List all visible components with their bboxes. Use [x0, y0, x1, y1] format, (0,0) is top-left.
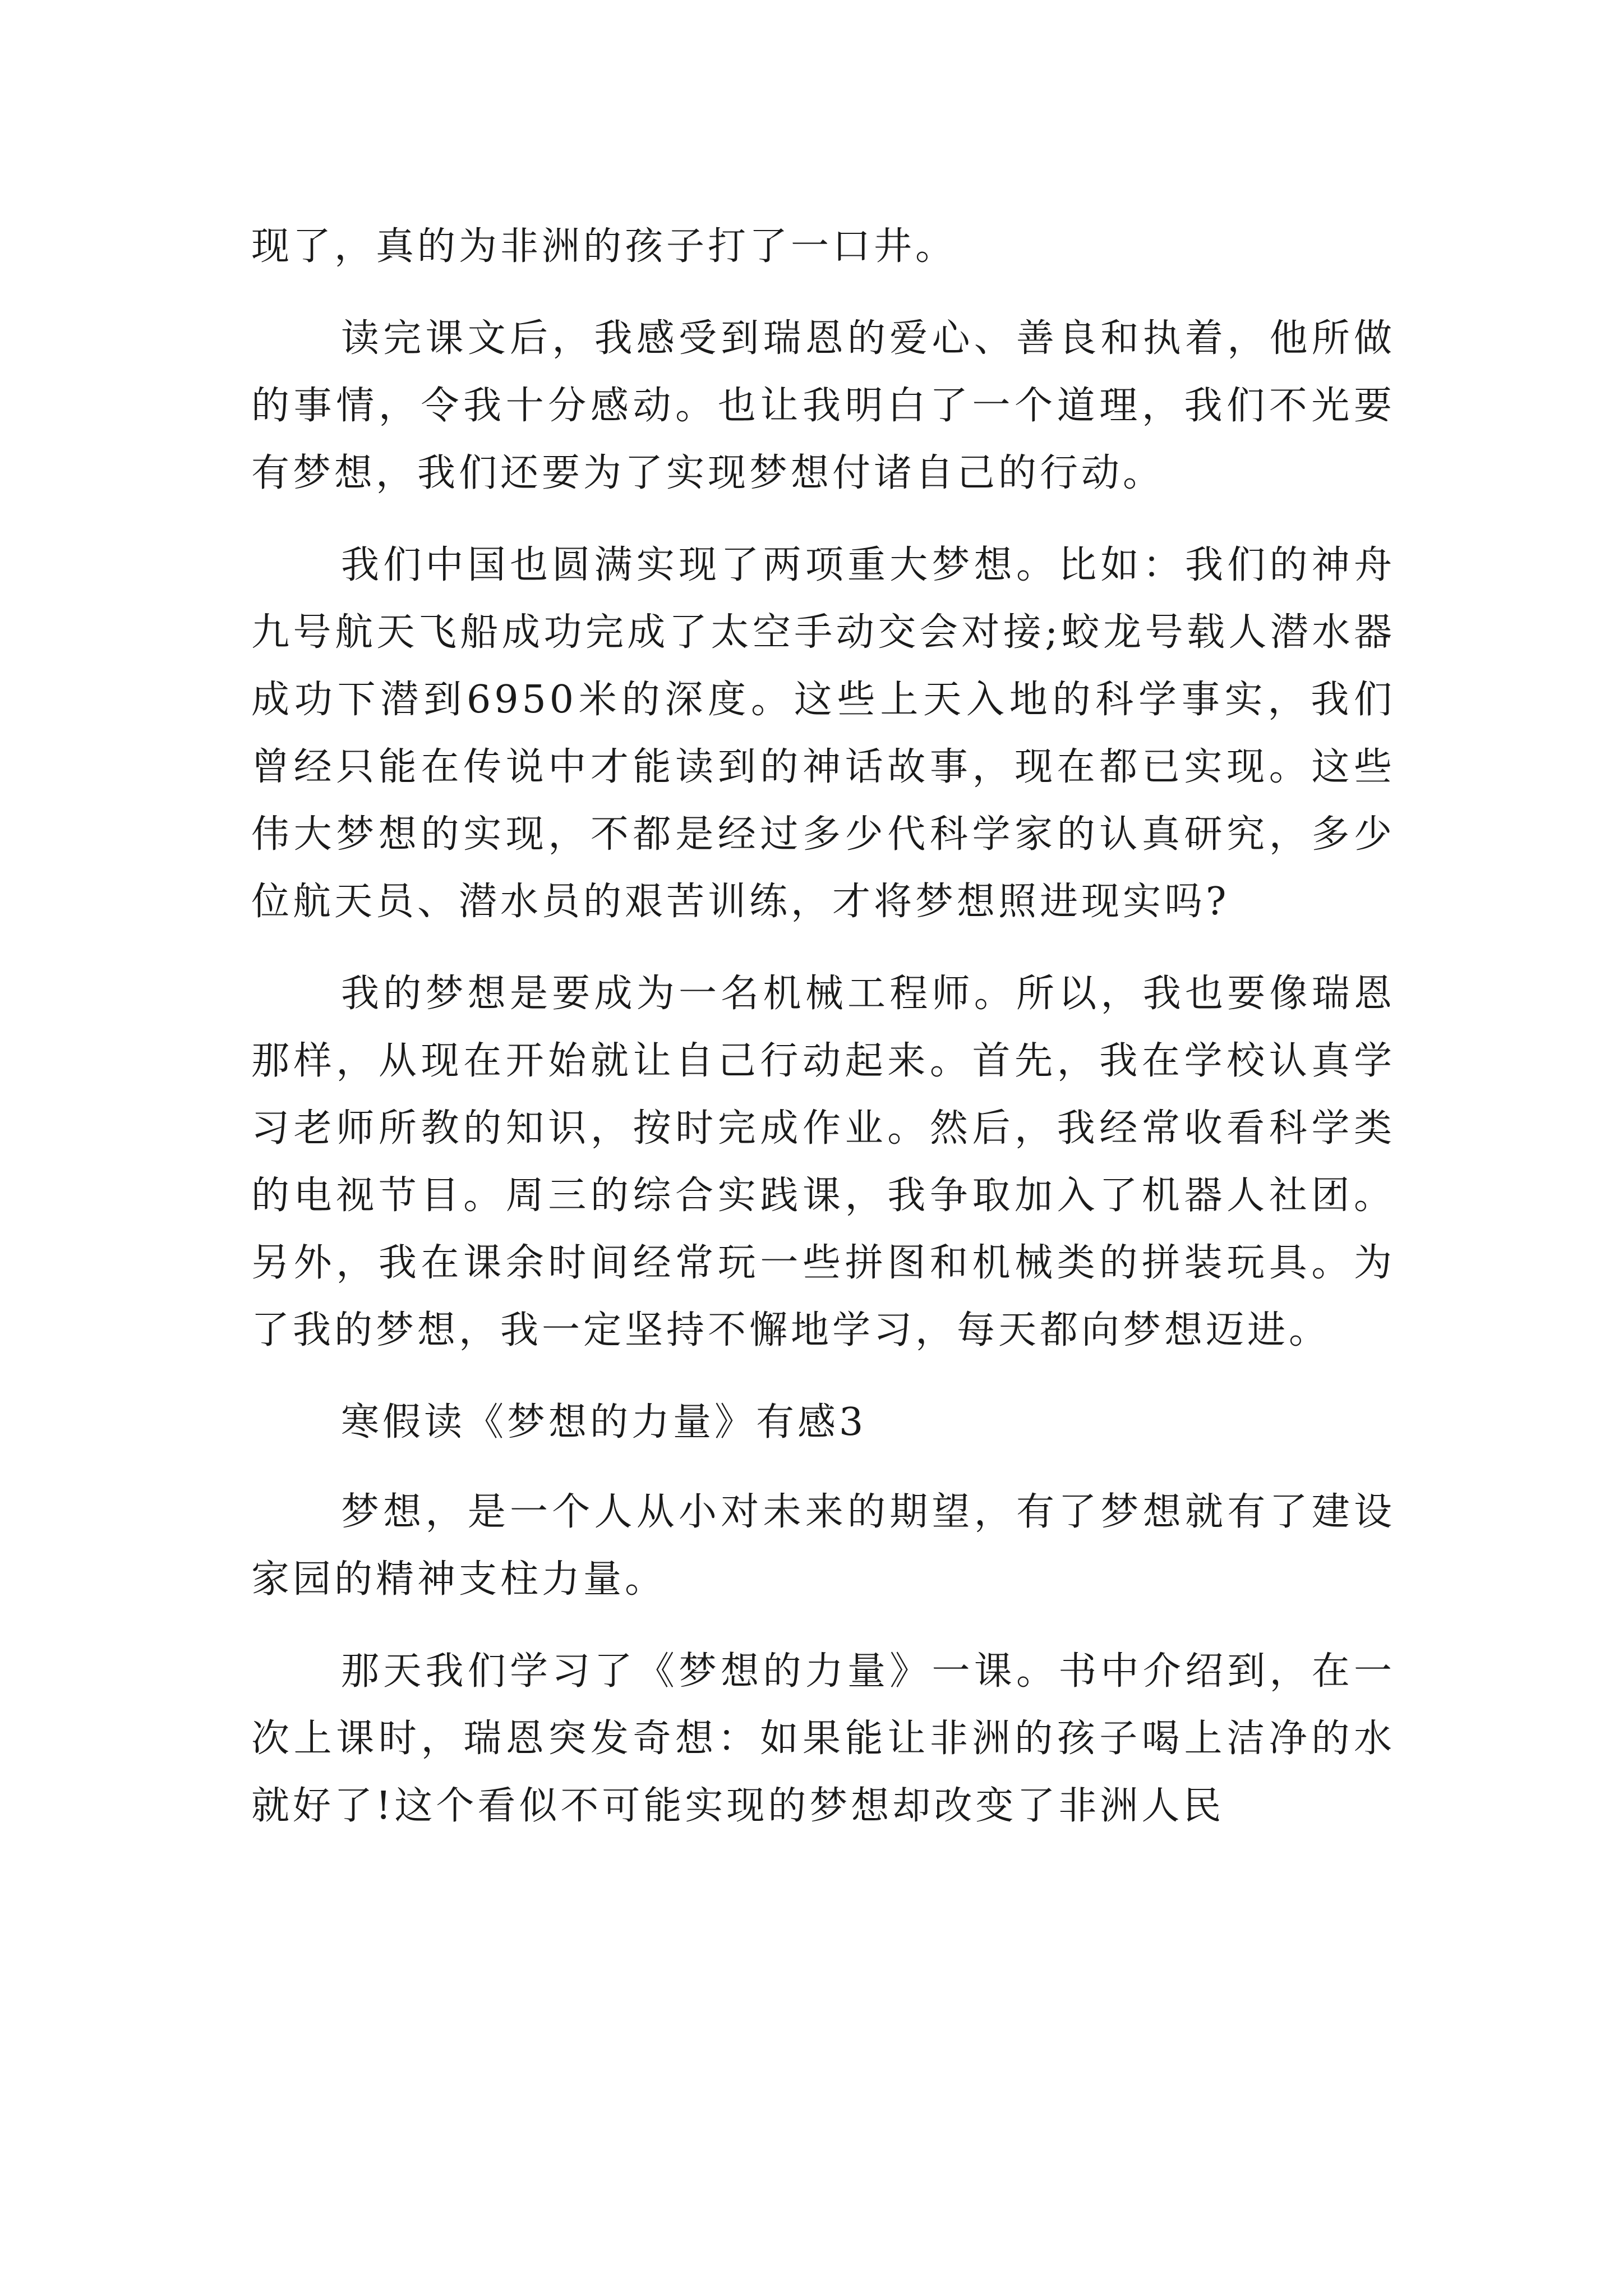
paragraph-reflection: 读完课文后，我感受到瑞恩的爱心、善良和执着，他所做的事情，令我十分感动。也让我明白了一个道理，我们不光要有梦想，我们还要为了实现梦想付诸自己的行动。 [251, 316, 1395, 495]
document-body [251, 213, 1395, 1865]
section-heading: 寒假读《梦想的力量》有感3 [341, 1400, 867, 1444]
paragraph-my-dream: 我的梦想是要成为一名机械工程师。所以，我也要像瑞恩那样，从现在开始就让自己行动起来。首先，我在学校认真学习老师所教的知识，按时完成作业。然后，我经常收看科学类的电视节目。周三的综合实践课，我争取加入了机器人社团。另外，我在课余时间经常玩一些拼图和机械类的拼装玩具。为了我的梦想，我一定坚持不懈地学习，每天都向梦想迈进。 [251, 972, 1395, 1352]
paragraph-lesson-intro: 那天我们学习了《梦想的力量》一课。书中介绍到，在一次上课时，瑞恩突发奇想：如果能让非洲的孩子喝上洁净的水就好了!这个看似不可能实现的梦想却改变了非洲人民 [251, 1649, 1395, 1828]
paragraph-continuation: 现了，真的为非洲的孩子打了一口井。 [251, 224, 957, 269]
paragraph-dream-definition: 梦想，是一个人从小对未来的期望，有了梦想就有了建设家园的精神支柱力量。 [251, 1490, 1395, 1602]
paragraph-china-dreams: 我们中国也圆满实现了两项重大梦想。比如：我们的神舟九号航天飞船成功完成了太空手动交会对接;蛟龙号载人潜水器成功下潜到6950米的深度。这些上天入地的科学事实，我们曾经只能在传说中才能读到的神话故事，现在都已实现。这些伟大梦想的实现，不都是经过多少代科学家的认真研究，多少位航天员、潜水员的艰苦训练，才将梦想照进现实吗? [251, 543, 1395, 924]
